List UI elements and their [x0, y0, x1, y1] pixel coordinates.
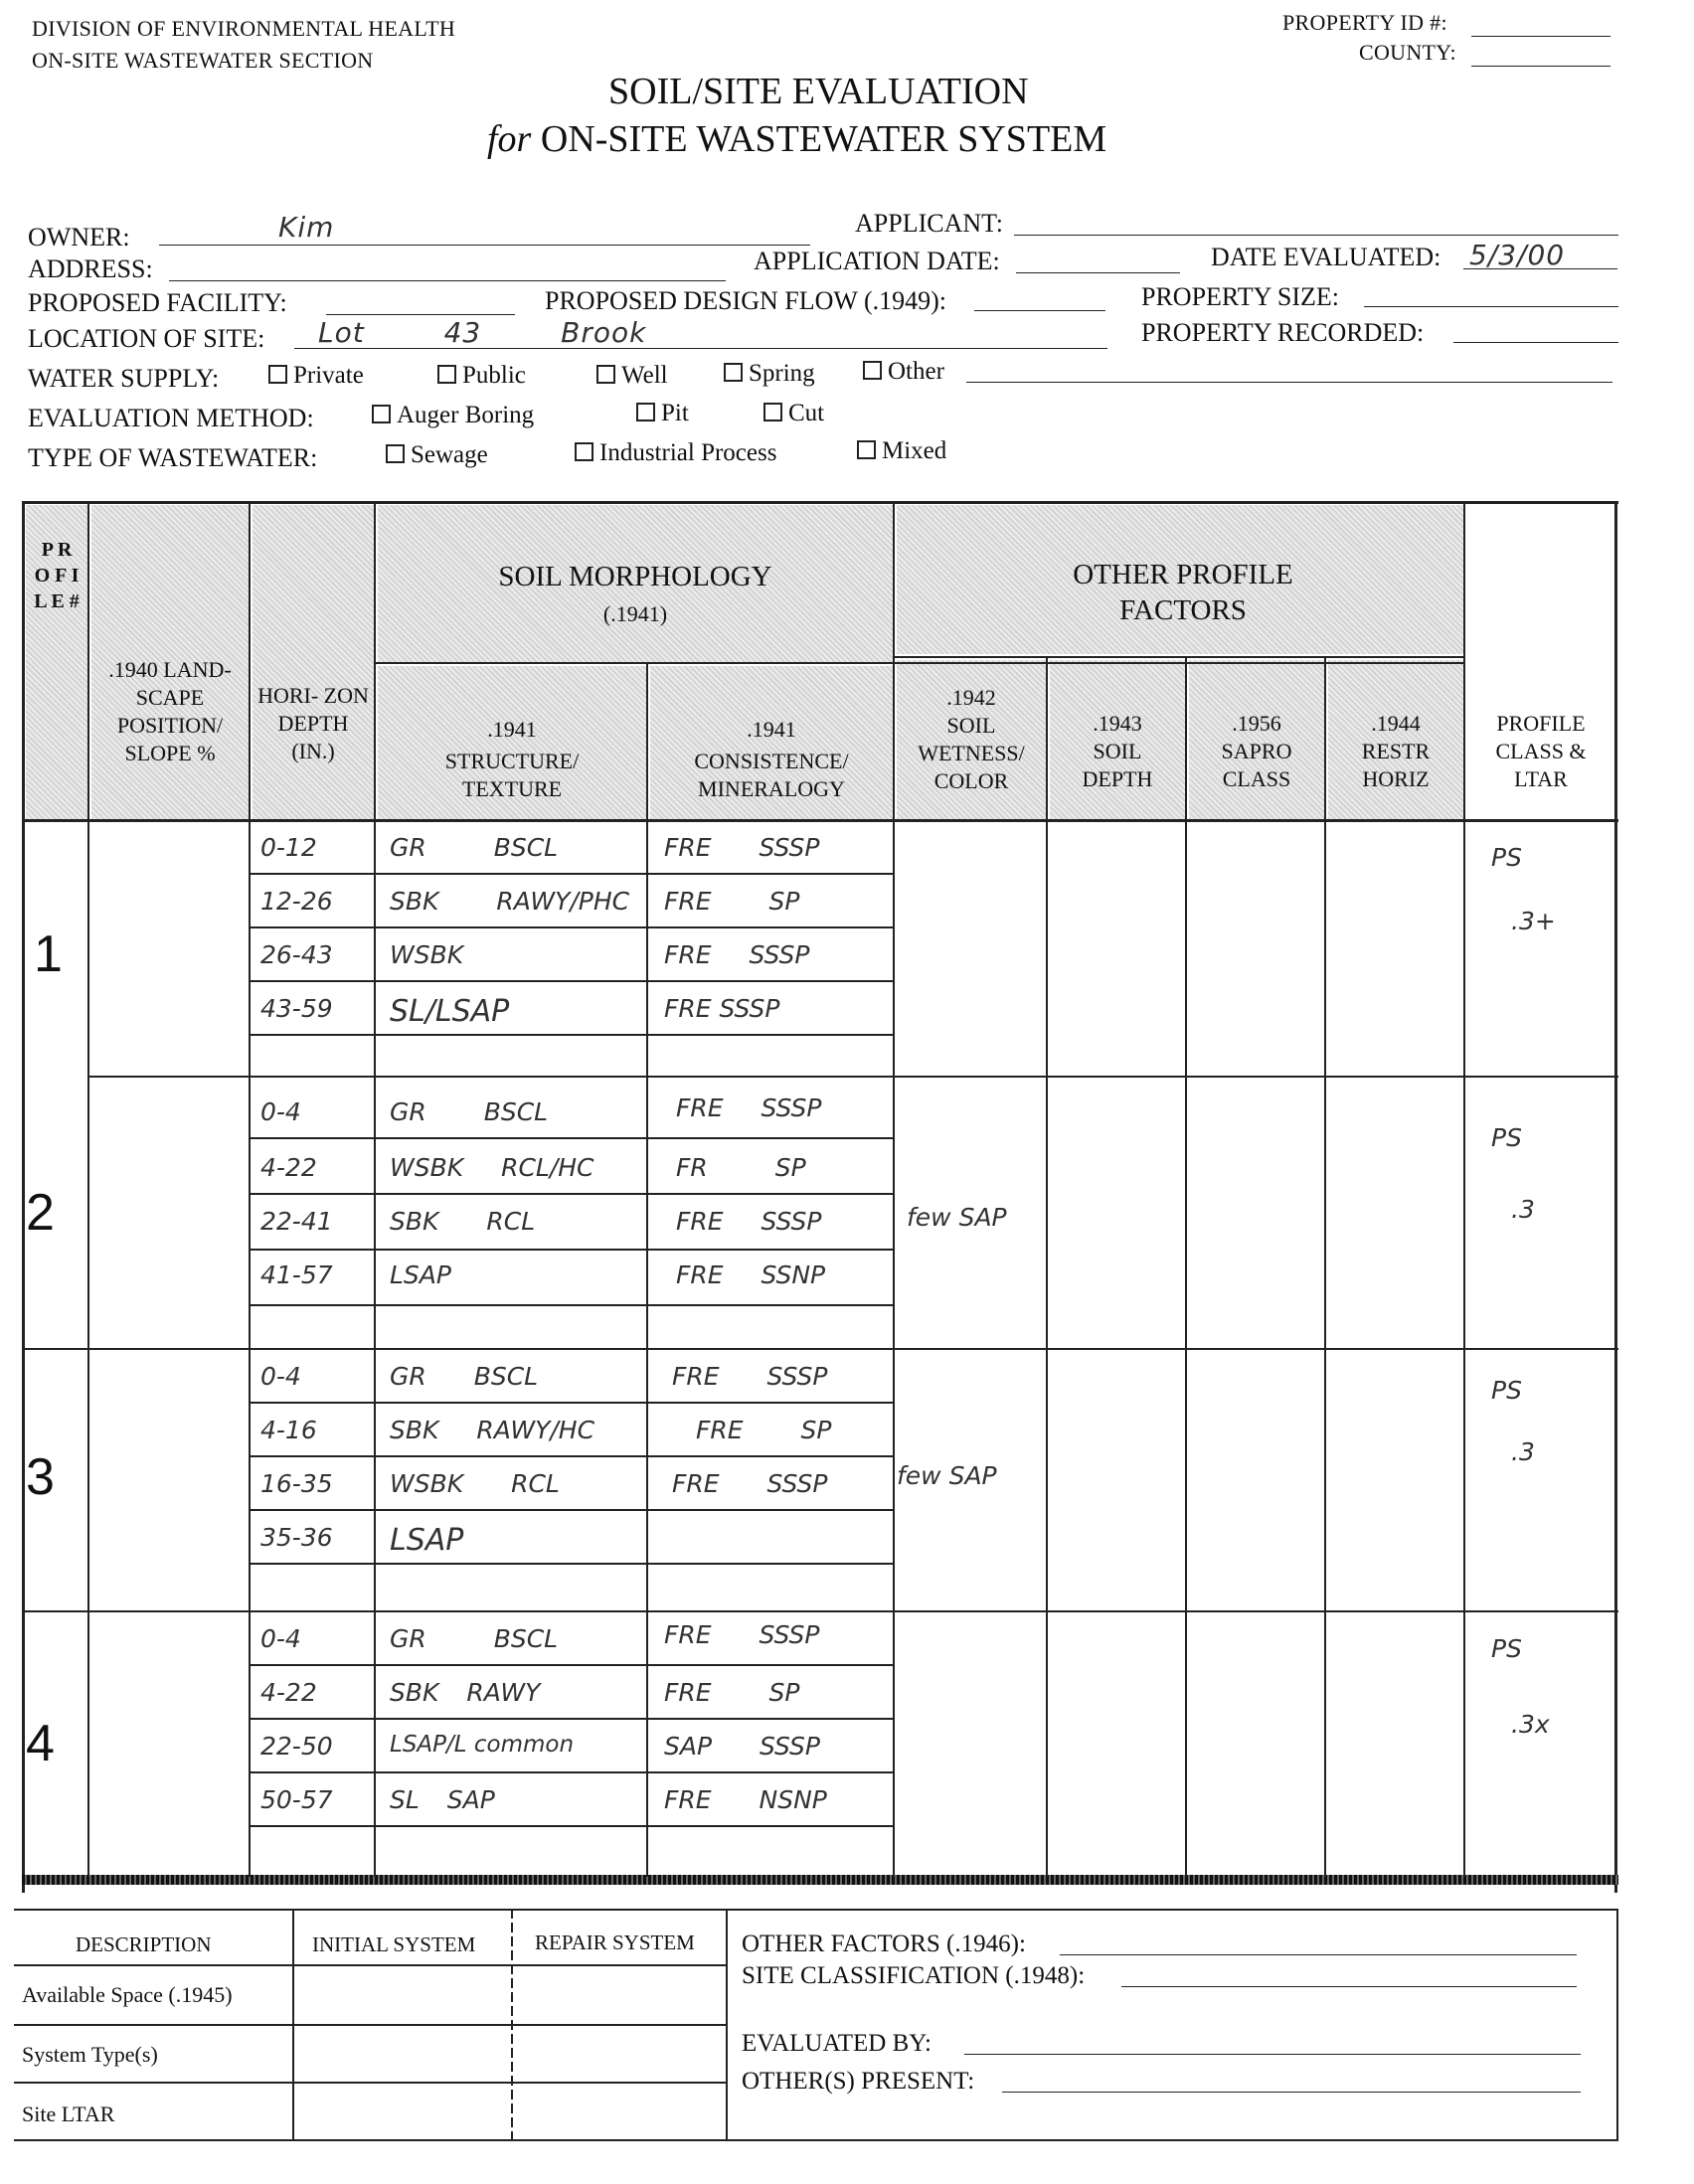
water-supply-other[interactable]: Other [863, 358, 944, 386]
site-ltar-label: Site LTAR [22, 2101, 115, 2126]
description-header: DESCRIPTION [76, 1932, 212, 1956]
structure-texture[interactable]: WSBK RCL/HC [390, 1153, 594, 1182]
design-flow-label: PROPOSED DESIGN FLOW (.1949): [545, 286, 946, 315]
profile-class-value[interactable]: PS [1491, 1634, 1522, 1663]
evaluation-auger-boring[interactable]: Auger Boring [372, 402, 534, 429]
header-wetness: SOIL WETNESS/ COLOR [918, 713, 1025, 793]
evaluation-pit[interactable]: Pit [636, 400, 689, 427]
structure-texture[interactable]: SBK RAWY/PHC [390, 887, 630, 916]
header-shade-horizon [253, 505, 374, 819]
horizon-depth[interactable]: 22-41 [260, 1207, 333, 1236]
division-name: DIVISION OF ENVIRONMENTAL HEALTH [32, 16, 456, 41]
form-title: SOIL/SITE EVALUATION [608, 71, 1029, 112]
evaluated-by-field[interactable] [964, 2054, 1581, 2055]
proposed-facility-label: PROPOSED FACILITY: [28, 288, 287, 317]
property-id-label: PROPERTY ID #: [1282, 10, 1447, 35]
checkbox-icon [863, 361, 882, 380]
profile-class-value[interactable]: PS [1491, 1123, 1522, 1152]
horizon-depth[interactable]: 50-57 [260, 1785, 333, 1814]
horizon-depth[interactable]: 4-22 [260, 1678, 317, 1707]
checkbox-icon [575, 442, 593, 461]
consistence-mineralogy[interactable]: FRE SSSP [664, 994, 780, 1023]
consistence-mineralogy[interactable]: FRE SP [696, 1416, 832, 1444]
form-subtitle: for ON-SITE WASTEWATER SYSTEM [487, 118, 1107, 160]
system-types-label: System Type(s) [22, 2042, 158, 2067]
available-space-label: Available Space (.1945) [22, 1982, 233, 2007]
soil-wetness-note[interactable]: few SAP [897, 1461, 997, 1490]
profile-ltar-value[interactable]: .3x [1511, 1710, 1550, 1739]
header-soil-morphology-code: (.1941) [602, 601, 668, 626]
structure-texture[interactable]: WSBK [390, 940, 464, 969]
water-supply-other-field[interactable] [966, 382, 1612, 383]
location-label: LOCATION OF SITE: [28, 324, 265, 353]
horizon-depth[interactable]: 4-16 [260, 1416, 317, 1444]
date-evaluated-value: 5/3/00 [1469, 239, 1566, 271]
header-structure-code: .1941 [487, 717, 537, 742]
profile-number: 1 [34, 925, 63, 983]
header-depth-code: .1943 [1093, 711, 1142, 736]
soil-wetness-note[interactable]: few SAP [907, 1203, 1007, 1232]
header-horizon: HORI- ZON DEPTH (IN.) [257, 683, 369, 763]
evaluated-by-label: EVALUATED BY: [742, 2030, 932, 2057]
checkbox-icon [437, 365, 456, 384]
water-supply-spring[interactable]: Spring [724, 360, 815, 388]
structure-texture[interactable]: SBK RAWY [390, 1678, 541, 1707]
horizon-depth[interactable]: 16-35 [260, 1469, 333, 1498]
county-label: COUNTY: [1359, 40, 1456, 65]
consistence-mineralogy[interactable]: FRE SSSP [672, 1469, 828, 1498]
header-profile: P R O F I L E # [34, 539, 80, 612]
structure-texture[interactable]: SBK RCL [390, 1207, 536, 1236]
structure-texture[interactable]: SL/LSAP [390, 994, 510, 1029]
site-ltar-initial-cell[interactable] [294, 2084, 511, 2139]
header-wetness-code: .1942 [946, 685, 996, 710]
evaluation-cut[interactable]: Cut [763, 400, 824, 427]
profile-ltar-value[interactable]: .3+ [1511, 907, 1556, 935]
horizon-depth[interactable]: 26-43 [260, 940, 333, 969]
horizon-depth[interactable]: 0-4 [260, 1097, 301, 1126]
property-size-field[interactable] [1364, 306, 1618, 307]
structure-texture[interactable]: SL SAP [390, 1785, 495, 1814]
consistence-mineralogy[interactable]: FRE SSSP [676, 1207, 822, 1236]
wastewater-industrial[interactable]: Industrial Process [575, 439, 776, 467]
profile-class-value[interactable]: PS [1491, 1376, 1522, 1405]
applicant-label: APPLICANT: [855, 209, 1003, 238]
checkbox-icon [268, 365, 287, 384]
applicant-field[interactable] [1014, 235, 1618, 236]
structure-texture[interactable]: LSAP [390, 1260, 451, 1289]
others-present-field[interactable] [1002, 2092, 1581, 2093]
available-space-repair-cell[interactable] [513, 1966, 726, 2024]
available-space-initial-cell[interactable] [294, 1966, 511, 2024]
checkbox-icon [372, 405, 391, 423]
horizon-depth[interactable]: 41-57 [260, 1260, 333, 1289]
profile-number: 4 [26, 1715, 55, 1772]
structure-texture[interactable]: GR BSCL [390, 833, 559, 862]
address-field[interactable] [169, 280, 726, 281]
consistence-mineralogy[interactable]: FRE SP [664, 887, 800, 916]
profile-number: 2 [26, 1184, 55, 1242]
structure-texture[interactable]: GR BSCL [390, 1362, 539, 1391]
header-structure: STRUCTURE/ TEXTURE [444, 749, 580, 801]
horizon-depth[interactable]: 12-26 [260, 887, 333, 916]
profile-ltar-value[interactable]: .3 [1511, 1195, 1535, 1224]
structure-texture[interactable]: SBK RAWY/HC [390, 1416, 595, 1444]
header-restr: RESTR HORIZ [1361, 739, 1431, 791]
header-sapro-code: .1956 [1232, 711, 1281, 736]
horizon-depth[interactable]: 22-50 [260, 1732, 333, 1761]
site-classification-field[interactable] [1121, 1986, 1577, 1987]
date-evaluated-label: DATE EVALUATED: [1211, 243, 1441, 271]
horizon-depth[interactable]: 0-4 [260, 1624, 301, 1653]
horizon-depth[interactable]: 0-4 [260, 1362, 301, 1391]
application-date-field[interactable] [1016, 272, 1180, 273]
structure-texture[interactable]: GR BSCL [390, 1624, 559, 1653]
horizon-depth[interactable]: 43-59 [260, 994, 333, 1023]
structure-texture[interactable]: LSAP/L common [390, 1732, 575, 1758]
profile-class-value[interactable]: PS [1491, 843, 1522, 872]
horizon-depth[interactable]: 0-12 [260, 833, 317, 862]
checkbox-icon [636, 403, 655, 421]
checkbox-icon [763, 403, 782, 421]
checkbox-icon [596, 365, 615, 384]
system-types-repair-cell[interactable] [513, 2026, 726, 2082]
county-field[interactable] [1471, 66, 1610, 67]
other-factors-label: OTHER FACTORS (.1946): [742, 1931, 1026, 1957]
header-depth: SOIL DEPTH [1082, 739, 1153, 791]
repair-system-header: REPAIR SYSTEM [535, 1931, 695, 1954]
header-consistence: CONSISTENCE/ MINERALOGY [694, 749, 849, 801]
header-soil-morphology: SOIL MORPHOLOGY [498, 561, 772, 592]
address-label: ADDRESS: [28, 254, 153, 283]
header-profile-class: PROFILE CLASS & LTAR [1495, 711, 1587, 791]
water-supply-label: WATER SUPPLY: [28, 364, 220, 393]
checkbox-icon [724, 363, 743, 382]
owner-field[interactable] [159, 245, 810, 246]
consistence-mineralogy[interactable]: FRE SSNP [676, 1260, 826, 1289]
site-ltar-repair-cell[interactable] [513, 2084, 726, 2139]
application-date-label: APPLICATION DATE: [754, 247, 1000, 275]
consistence-mineralogy[interactable]: FR SP [676, 1153, 806, 1182]
wastewater-mixed[interactable]: Mixed [857, 437, 946, 465]
header-consistence-code: .1941 [747, 717, 796, 742]
water-supply-well[interactable]: Well [596, 362, 668, 390]
property-size-label: PROPERTY SIZE: [1141, 282, 1339, 311]
wastewater-sewage[interactable]: Sewage [386, 441, 488, 469]
proposed-facility-field[interactable] [326, 314, 515, 315]
owner-value: Kim [278, 211, 335, 244]
wastewater-type-label: TYPE OF WASTEWATER: [28, 443, 318, 472]
header-restr-code: .1944 [1371, 711, 1421, 736]
consistence-mineralogy[interactable]: FRE SSSP [676, 1093, 822, 1122]
structure-texture[interactable]: LSAP [390, 1523, 464, 1558]
consistence-mineralogy[interactable]: SAP SSSP [664, 1732, 820, 1761]
consistence-mineralogy[interactable]: FRE SSSP [664, 833, 820, 862]
water-supply-public[interactable]: Public [437, 362, 526, 390]
structure-texture[interactable]: GR BSCL [390, 1097, 549, 1126]
evaluation-method-label: EVALUATION METHOD: [28, 404, 314, 432]
design-flow-field[interactable] [974, 310, 1105, 311]
header-other-factors: OTHER PROFILE FACTORS [1073, 559, 1293, 626]
structure-texture[interactable]: WSBK RCL [390, 1469, 560, 1498]
profile-ltar-value[interactable]: .3 [1511, 1437, 1535, 1466]
property-recorded-label: PROPERTY RECORDED: [1141, 318, 1425, 347]
profile-number: 3 [26, 1448, 55, 1506]
consistence-mineralogy[interactable]: FRE NSNP [664, 1785, 827, 1814]
consistence-mineralogy[interactable]: FRE SP [664, 1678, 800, 1707]
header-landscape: .1940 LAND- SCAPE POSITION/ SLOPE % [108, 657, 232, 765]
horizon-depth[interactable]: 4-22 [260, 1153, 317, 1182]
other-factors-field[interactable] [1060, 1954, 1577, 1955]
water-supply-private[interactable]: Private [268, 362, 364, 390]
checkbox-icon [857, 440, 876, 459]
consistence-mineralogy[interactable]: FRE SSSP [664, 1620, 820, 1649]
system-types-initial-cell[interactable] [294, 2026, 511, 2082]
site-classification-label: SITE CLASSIFICATION (.1948): [742, 1962, 1086, 1989]
header-sapro: SAPRO CLASS [1221, 739, 1292, 791]
owner-label: OWNER: [28, 223, 130, 252]
section-name: ON-SITE WASTEWATER SECTION [32, 48, 374, 73]
initial-system-header: INITIAL SYSTEM [312, 1932, 476, 1956]
horizon-depth[interactable]: 35-36 [260, 1523, 333, 1552]
consistence-mineralogy[interactable]: FRE SSSP [664, 940, 810, 969]
others-present-label: OTHER(S) PRESENT: [742, 2068, 975, 2095]
consistence-mineralogy[interactable]: FRE SSSP [672, 1362, 828, 1391]
checkbox-icon [386, 444, 405, 463]
property-recorded-field[interactable] [1453, 342, 1618, 343]
location-value: Lot 43 Brook [318, 316, 647, 349]
property-id-field[interactable] [1471, 36, 1610, 37]
